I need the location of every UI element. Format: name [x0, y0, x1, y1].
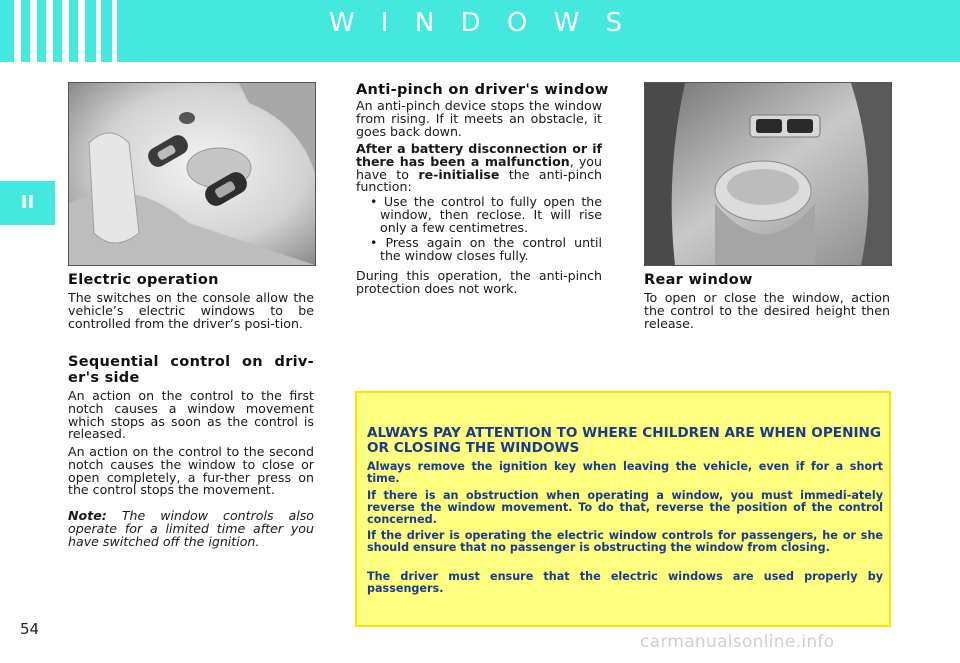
note-label: Note: — [68, 508, 107, 523]
child-safety-warning-box — [355, 391, 891, 627]
console-switches-photo — [68, 82, 316, 266]
section-tab: II — [0, 181, 55, 225]
anti-pinch-paragraph-1: An anti-pinch device stops the window from rising. If it meets an obstacle, it goes back down. — [356, 98, 602, 139]
anti-pinch-heading: Anti-pinch on driver's window — [356, 82, 609, 98]
page-title: W I N D O W S — [328, 8, 632, 38]
electric-operation-text: The switches on the console allow the vehicle’s electric windows to be controlled from the driver’s posi-tion. — [68, 290, 314, 331]
reinitialise-text: re-initialise — [418, 166, 500, 182]
warning-paragraph-3: If the driver is operating the electric window controls for passengers, he or she should ensure that no passenger is obstructing the window from closing. — [367, 529, 883, 554]
rear-window-heading: Rear window — [644, 272, 753, 288]
rear-window-illustration — [645, 83, 891, 265]
electric-operation-heading: Electric operation — [68, 272, 219, 288]
anti-pinch-text-part: , you have to — [356, 153, 602, 182]
anti-pinch-paragraph-3: During this operation, the anti-pinch protection does not work. — [356, 268, 602, 296]
console-switches-illustration — [69, 83, 315, 265]
note-paragraph — [68, 510, 314, 548]
sequential-paragraph-2: An action on the control to the second notch causes the window to close or open completely, a fur-ther press on the control stops the movement. — [68, 444, 314, 498]
warning-paragraph-4: The driver must ensure that the electric windows are used properly by passengers. — [367, 570, 883, 595]
note-text: The window controls also operate for a limited time after you have switched off the ignition. — [68, 508, 314, 549]
anti-pinch-paragraph-2 — [356, 143, 602, 194]
sequential-control-heading-line2: er's side — [68, 370, 140, 386]
sequential-paragraph-1: An action on the control to the first notch causes a window movement which stops as soon as the control is released. — [68, 388, 314, 442]
rear-window-text: To open or close the window, action the control to the desired height then release. — [644, 290, 890, 331]
footer-watermark: carmanualsonline.info — [640, 632, 835, 652]
rear-window-switch-photo — [644, 82, 892, 266]
battery-disconnection-text: After a battery disconnection or if there has been a malfunction — [356, 141, 602, 169]
warning-paragraph-2: If there is an obstruction when operating a window, you must immedi-ately reverse the window movement. To do that, reverse the position of the control concerned. — [367, 489, 883, 526]
page-header — [0, 0, 960, 62]
page-number: 54 — [20, 620, 40, 638]
instruction-bullet-1: • Use the control to fully open the window, then reclose. It will rise only a few centimetres. — [370, 194, 602, 235]
sequential-control-heading-line1: Sequential control on driv- — [68, 354, 314, 370]
warning-paragraph-1: Always remove the ignition key when leaving the vehicle, even if for a short time. — [367, 460, 883, 485]
instruction-bullet-2: • Press again on the control until the window closes fully. — [370, 235, 602, 263]
anti-pinch-text-part: the anti-pinch function: — [356, 166, 602, 195]
warning-title: ALWAYS PAY ATTENTION TO WHERE CHILDREN ARE WHEN OPENING OR CLOSING THE WINDOWS — [367, 425, 882, 456]
